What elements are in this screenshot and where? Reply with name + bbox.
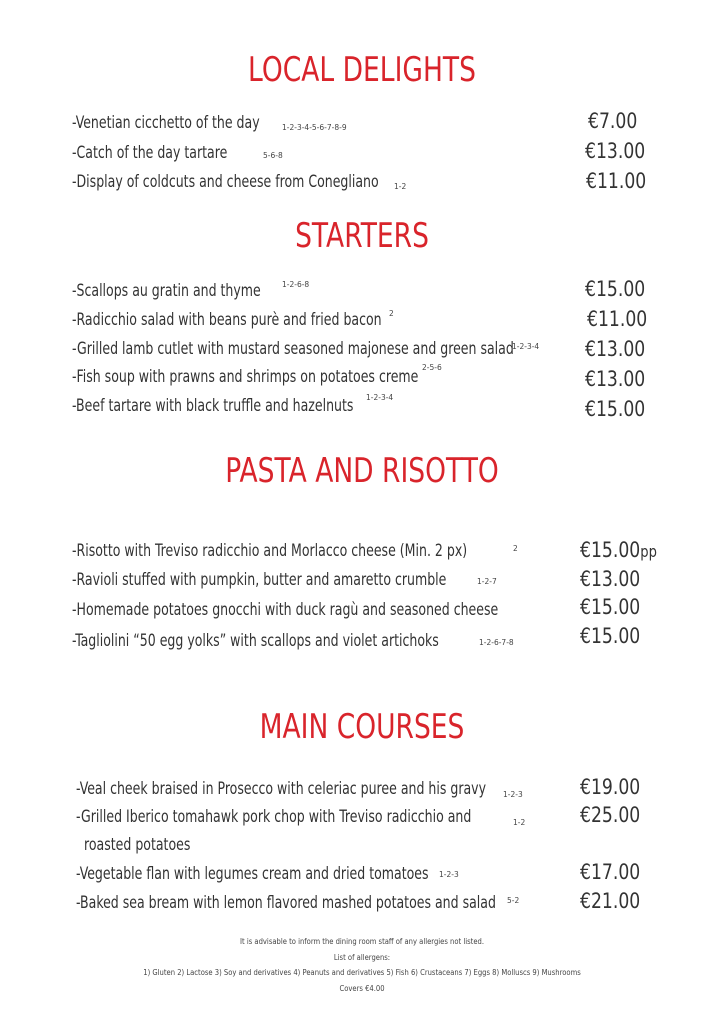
menu-item-name: -Baked sea bream with lemon flavored mashed potatoes and salad — [76, 893, 496, 913]
menu-item-price: €7.00 — [588, 109, 638, 133]
menu-item-allergens: 1-2-3 — [439, 870, 459, 879]
menu-item-allergens: 1-2-3-4 — [366, 393, 394, 402]
menu-item-price — [580, 538, 657, 562]
menu-item-price: €15.00 — [580, 595, 641, 619]
menu-item-price: €25.00 — [580, 803, 641, 827]
allergen-list: 1) Gluten 2) Lactose 3) Soy and derivatives 4) Peanuts and derivatives 5) Fish 6) Crustaceans 7) Eggs 8) Molluscs 9) Mushrooms — [143, 968, 581, 977]
menu-item-name: -Scallops au gratin and thyme — [72, 281, 261, 301]
menu-item-allergens: 1-2-3-4-5-6-7-8-9 — [282, 123, 347, 132]
menu-item-allergens: 1-2 — [513, 818, 526, 827]
allergen-list-heading: List of allergens: — [333, 953, 391, 962]
menu-item-name: -Beef tartare with black truffle and hazelnuts — [72, 396, 354, 416]
menu-item-allergens: 5-6-8 — [263, 151, 283, 160]
menu-item-price: €19.00 — [580, 775, 641, 799]
menu-item-price: €11.00 — [587, 307, 648, 331]
cover-charge: Covers €4.00 — [339, 984, 385, 993]
menu-item-name: -Venetian cicchetto of the day — [72, 113, 260, 133]
menu-item-price: €13.00 — [585, 139, 646, 163]
menu-item-price: €17.00 — [580, 860, 641, 884]
menu-item-name: -Display of coldcuts and cheese from Conegliano — [72, 172, 379, 192]
menu-item-price: €21.00 — [580, 889, 641, 913]
price-value: €15.00 — [580, 538, 641, 562]
menu-item-allergens: 1-2-6-7-8 — [479, 638, 514, 647]
menu-item-name: -Tagliolini “50 egg yolks” with scallops and violet artichoks — [72, 631, 439, 651]
menu-item-price: €11.00 — [586, 169, 647, 193]
menu-item-name: -Grilled Iberico tomahawk pork chop with Treviso radicchio and — [76, 807, 472, 827]
menu-item-name: -Radicchio salad with beans purè and fried bacon — [72, 310, 382, 330]
menu-item-price: €13.00 — [580, 567, 641, 591]
menu-item-name: -Veal cheek braised in Prosecco with celeriac puree and his gravy — [76, 779, 486, 799]
menu-item-name: -Grilled lamb cutlet with mustard seasoned majonese and green salad — [72, 339, 514, 359]
menu-item-price: €13.00 — [585, 337, 646, 361]
section-title-local-delights: LOCAL DELIGHTS — [248, 50, 476, 90]
menu-item-price: €15.00 — [580, 624, 641, 648]
allergy-notice: It is advisable to inform the dining room staff of any allergies not listed. — [239, 937, 485, 946]
menu-item-allergens: 1-2-7 — [477, 577, 497, 586]
section-title-main-courses: MAIN COURSES — [259, 707, 465, 747]
menu-item-name: -Risotto with Treviso radicchio and Morlacco cheese (Min. 2 px) — [72, 541, 468, 561]
price-per-person-suffix: pp — [640, 542, 657, 561]
menu-item-allergens: 2 — [389, 309, 394, 318]
menu-item-allergens: 1-2-3 — [503, 790, 523, 799]
menu-item-allergens: 1-2-3-4 — [512, 342, 540, 351]
menu-item-price: €15.00 — [585, 397, 646, 421]
section-title-pasta-and-risotto: PASTA AND RISOTTO — [225, 451, 499, 491]
menu-item-name-continuation: roasted potatoes — [84, 835, 191, 855]
menu-item-allergens: 2 — [513, 544, 518, 553]
menu-item-name: -Vegetable flan with legumes cream and dried tomatoes — [76, 864, 429, 884]
menu-item-name: -Ravioli stuffed with pumpkin, butter and amaretto crumble — [72, 570, 447, 590]
menu-item-price: €13.00 — [585, 367, 646, 391]
section-title-starters: STARTERS — [295, 216, 429, 256]
menu-item-name: -Catch of the day tartare — [72, 143, 228, 163]
menu-item-allergens: 1-2-6-8 — [282, 280, 310, 289]
menu-item-price: €15.00 — [585, 277, 646, 301]
menu-item-name: -Homemade potatoes gnocchi with duck ragù and seasoned cheese — [72, 600, 499, 620]
menu-item-name: -Fish soup with prawns and shrimps on potatoes creme — [72, 367, 419, 387]
menu-item-allergens: 2-5-6 — [422, 363, 442, 372]
menu-item-allergens: 5-2 — [507, 896, 520, 905]
menu-item-allergens: 1-2 — [394, 182, 407, 191]
